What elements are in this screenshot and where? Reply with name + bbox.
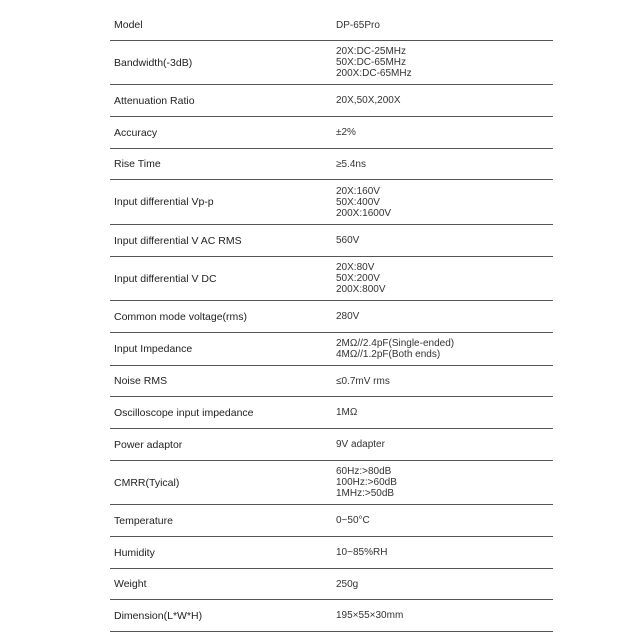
spec-value	[334, 466, 553, 499]
spec-table	[110, 10, 553, 632]
spec-value	[334, 20, 553, 31]
spec-row-input-differential-vpp	[110, 180, 553, 225]
spec-row-common-mode-voltage	[110, 301, 553, 333]
spec-value-line: 20X:DC-25MHz	[336, 46, 407, 57]
spec-value-line: ≤0.7mV rms	[336, 375, 390, 387]
spec-value	[334, 515, 553, 526]
spec-row-temperature	[110, 505, 553, 537]
spec-value	[334, 407, 553, 418]
spec-value	[334, 95, 553, 106]
spec-value-line: 20X:160V	[336, 185, 380, 197]
spec-row-model	[110, 10, 553, 41]
spec-row-accuracy	[110, 117, 553, 149]
spec-label: Input differential V DC	[114, 272, 217, 285]
spec-row-attenuation-ratio	[110, 85, 553, 117]
spec-label: Model	[114, 19, 143, 31]
spec-row-input-differential-v-ac-rms	[110, 225, 553, 257]
spec-row-input-impedance	[110, 333, 553, 366]
spec-label: CMRR(Tyical)	[114, 476, 180, 489]
spec-value-line: 280V	[336, 311, 360, 322]
spec-value	[334, 186, 553, 219]
spec-value	[334, 439, 553, 450]
spec-row-oscilloscope-input-impedance	[110, 397, 553, 429]
spec-row-rise-time	[110, 149, 553, 180]
spec-value-line: 195×55×30mm	[336, 610, 404, 621]
spec-value-line: 50X:DC-65MHz	[336, 57, 407, 68]
spec-label: Common mode voltage(rms)	[114, 310, 248, 323]
spec-value	[334, 311, 553, 322]
spec-value	[334, 376, 553, 387]
spec-value-line: 20X,50X,200X	[336, 95, 401, 106]
spec-value	[334, 338, 553, 360]
spec-value-line: 100Hz:>60dB	[336, 477, 397, 488]
spec-label: Input differential V AC RMS	[114, 234, 242, 247]
spec-value	[334, 547, 553, 558]
spec-value-line: 4MΩ//1.2pF(Both ends)	[336, 349, 441, 360]
spec-value	[334, 610, 553, 621]
spec-value-line: 50X:200V	[336, 273, 380, 284]
spec-value-line: 250g	[336, 578, 359, 590]
spec-value	[334, 127, 553, 138]
spec-label: Input Impedance	[114, 343, 193, 355]
spec-value-line: 50X:400V	[336, 196, 380, 208]
spec-label: Humidity	[114, 546, 155, 559]
spec-label: Bandwidth(-3dB)	[114, 56, 193, 69]
spec-label: Power adaptor	[114, 438, 183, 451]
spec-label: Attenuation Ratio	[114, 94, 195, 107]
spec-label: Oscilloscope input impedance	[114, 406, 254, 419]
spec-label: Weight	[114, 578, 147, 590]
spec-value-line: 1MΩ	[336, 407, 358, 418]
spec-label: Accuracy	[114, 126, 158, 139]
spec-value-line: 200X:DC-65MHz	[336, 68, 412, 79]
spec-label: Temperature	[114, 514, 173, 527]
spec-row-bandwidth	[110, 41, 553, 85]
spec-value	[334, 46, 553, 79]
spec-value-line: 0~50°C	[336, 515, 370, 526]
spec-value	[334, 579, 553, 590]
spec-value-line: 60Hz:>80dB	[336, 466, 392, 477]
spec-row-input-differential-v-dc	[110, 257, 553, 301]
spec-label: Rise Time	[114, 158, 161, 170]
spec-value-line: 2MΩ//2.4pF(Single-ended)	[336, 338, 455, 349]
spec-value-line: 10~85%RH	[336, 547, 388, 558]
spec-row-weight	[110, 569, 553, 600]
spec-value-line: 200X:1600V	[336, 207, 392, 219]
spec-row-noise-rms	[110, 366, 553, 397]
spec-value	[334, 235, 553, 246]
spec-value-line: ±2%	[336, 127, 356, 138]
spec-label: Noise RMS	[114, 375, 168, 387]
spec-label: Input differential Vp-p	[114, 196, 214, 208]
spec-value	[334, 159, 553, 170]
spec-value-line: ≥5.4ns	[336, 158, 366, 170]
spec-value-line: DP-65Pro	[336, 19, 380, 31]
spec-value-line: 200X:800V	[336, 284, 386, 295]
spec-row-humidity	[110, 537, 553, 569]
spec-value-line: 1MHz:>50dB	[336, 488, 395, 499]
spec-value-line: 560V	[336, 235, 360, 246]
spec-row-dimension	[110, 600, 553, 632]
spec-label: Dimension(L*W*H)	[114, 609, 203, 622]
spec-value	[334, 262, 553, 295]
spec-value-line: 9V adapter	[336, 439, 385, 450]
spec-row-power-adaptor	[110, 429, 553, 461]
spec-row-cmrr	[110, 461, 553, 505]
spec-value-line: 20X:80V	[336, 262, 375, 273]
